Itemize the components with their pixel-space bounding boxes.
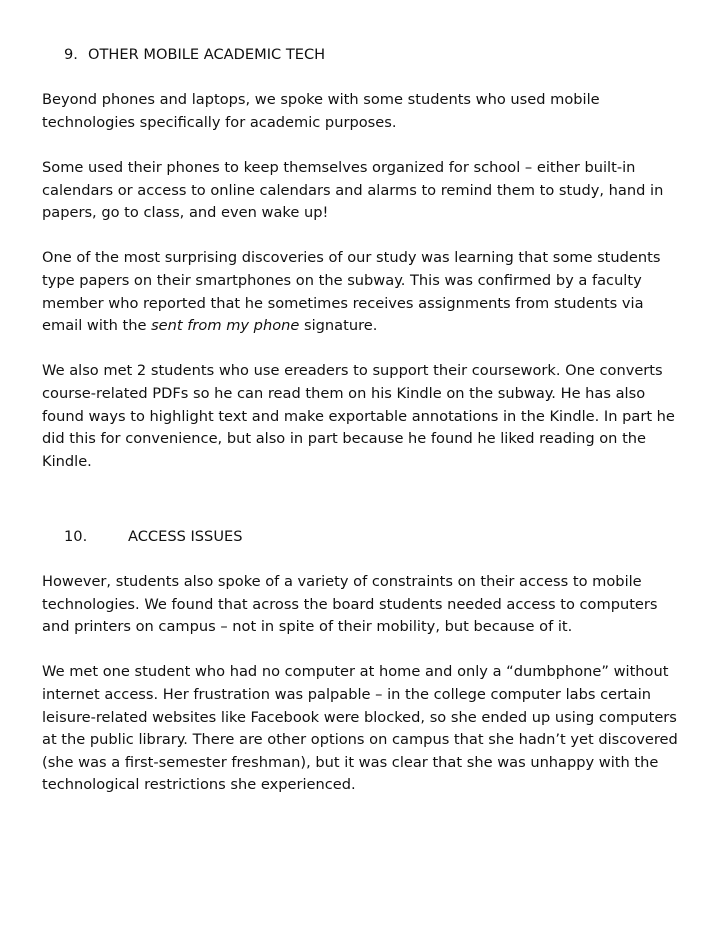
italic-phrase: sent from my phone [151, 317, 300, 335]
section-10-paragraph-2: We met one student who had no computer at home and only a “dumbphone” without internet access. Her frustration was palpable – in the college computer labs certain leisure-related websites like Facebook were blocked, so she ended up using computers at the public library. There are other options on campus that she hadn’t yet discovered (she was a first-semester freshman), but it was clear that she was unhappy with the technological restrictions she experienced. [42, 663, 678, 794]
section-10-title: ACCESS ISSUES [128, 527, 243, 545]
section-9-paragraph-1: Beyond phones and laptops, we spoke with some students who used mobile technologies specifically for academic purposes. [42, 91, 600, 131]
section-9-paragraph-4: We also met 2 students who use ereaders to support their coursework. One converts course-related PDFs so he can read them on his Kindle on the subway. He has also found ways to highlight text and make exportable annotations in the Kindle. In part he did this for convenience, but also in part because he found he liked reading on the Kindle. [42, 362, 675, 470]
section-9-number: 9. [64, 46, 78, 63]
section-10-heading [42, 526, 688, 549]
document-page [42, 44, 688, 820]
section-9-paragraph-3 [42, 247, 688, 337]
section-10-number: 10. [64, 527, 88, 545]
section-9-paragraph-2: Some used their phones to keep themselves organized for school – either built-in calendars or access to online calendars and alarms to remind them to study, hand in papers, go to class, and even wake up! [42, 158, 664, 222]
paragraph-3-text-end: signature. [299, 317, 378, 335]
section-spacer [42, 496, 688, 526]
section-9-heading [42, 44, 688, 67]
paragraph-3-text-start: One of the most surprising discoveries of our study was learning that some students type papers on their smartphones on the subway. This was confirmed by a faculty member who reported that he sometimes receives assignments from students via email with the [42, 249, 661, 335]
section-9-title: OTHER MOBILE ACADEMIC TECH [88, 46, 326, 63]
section-10-paragraph-1: However, students also spoke of a variety of constraints on their access to mobile technologies. We found that across the board students needed access to computers and printers on campus – not in spite of their mobility, but because of it. [42, 573, 658, 636]
